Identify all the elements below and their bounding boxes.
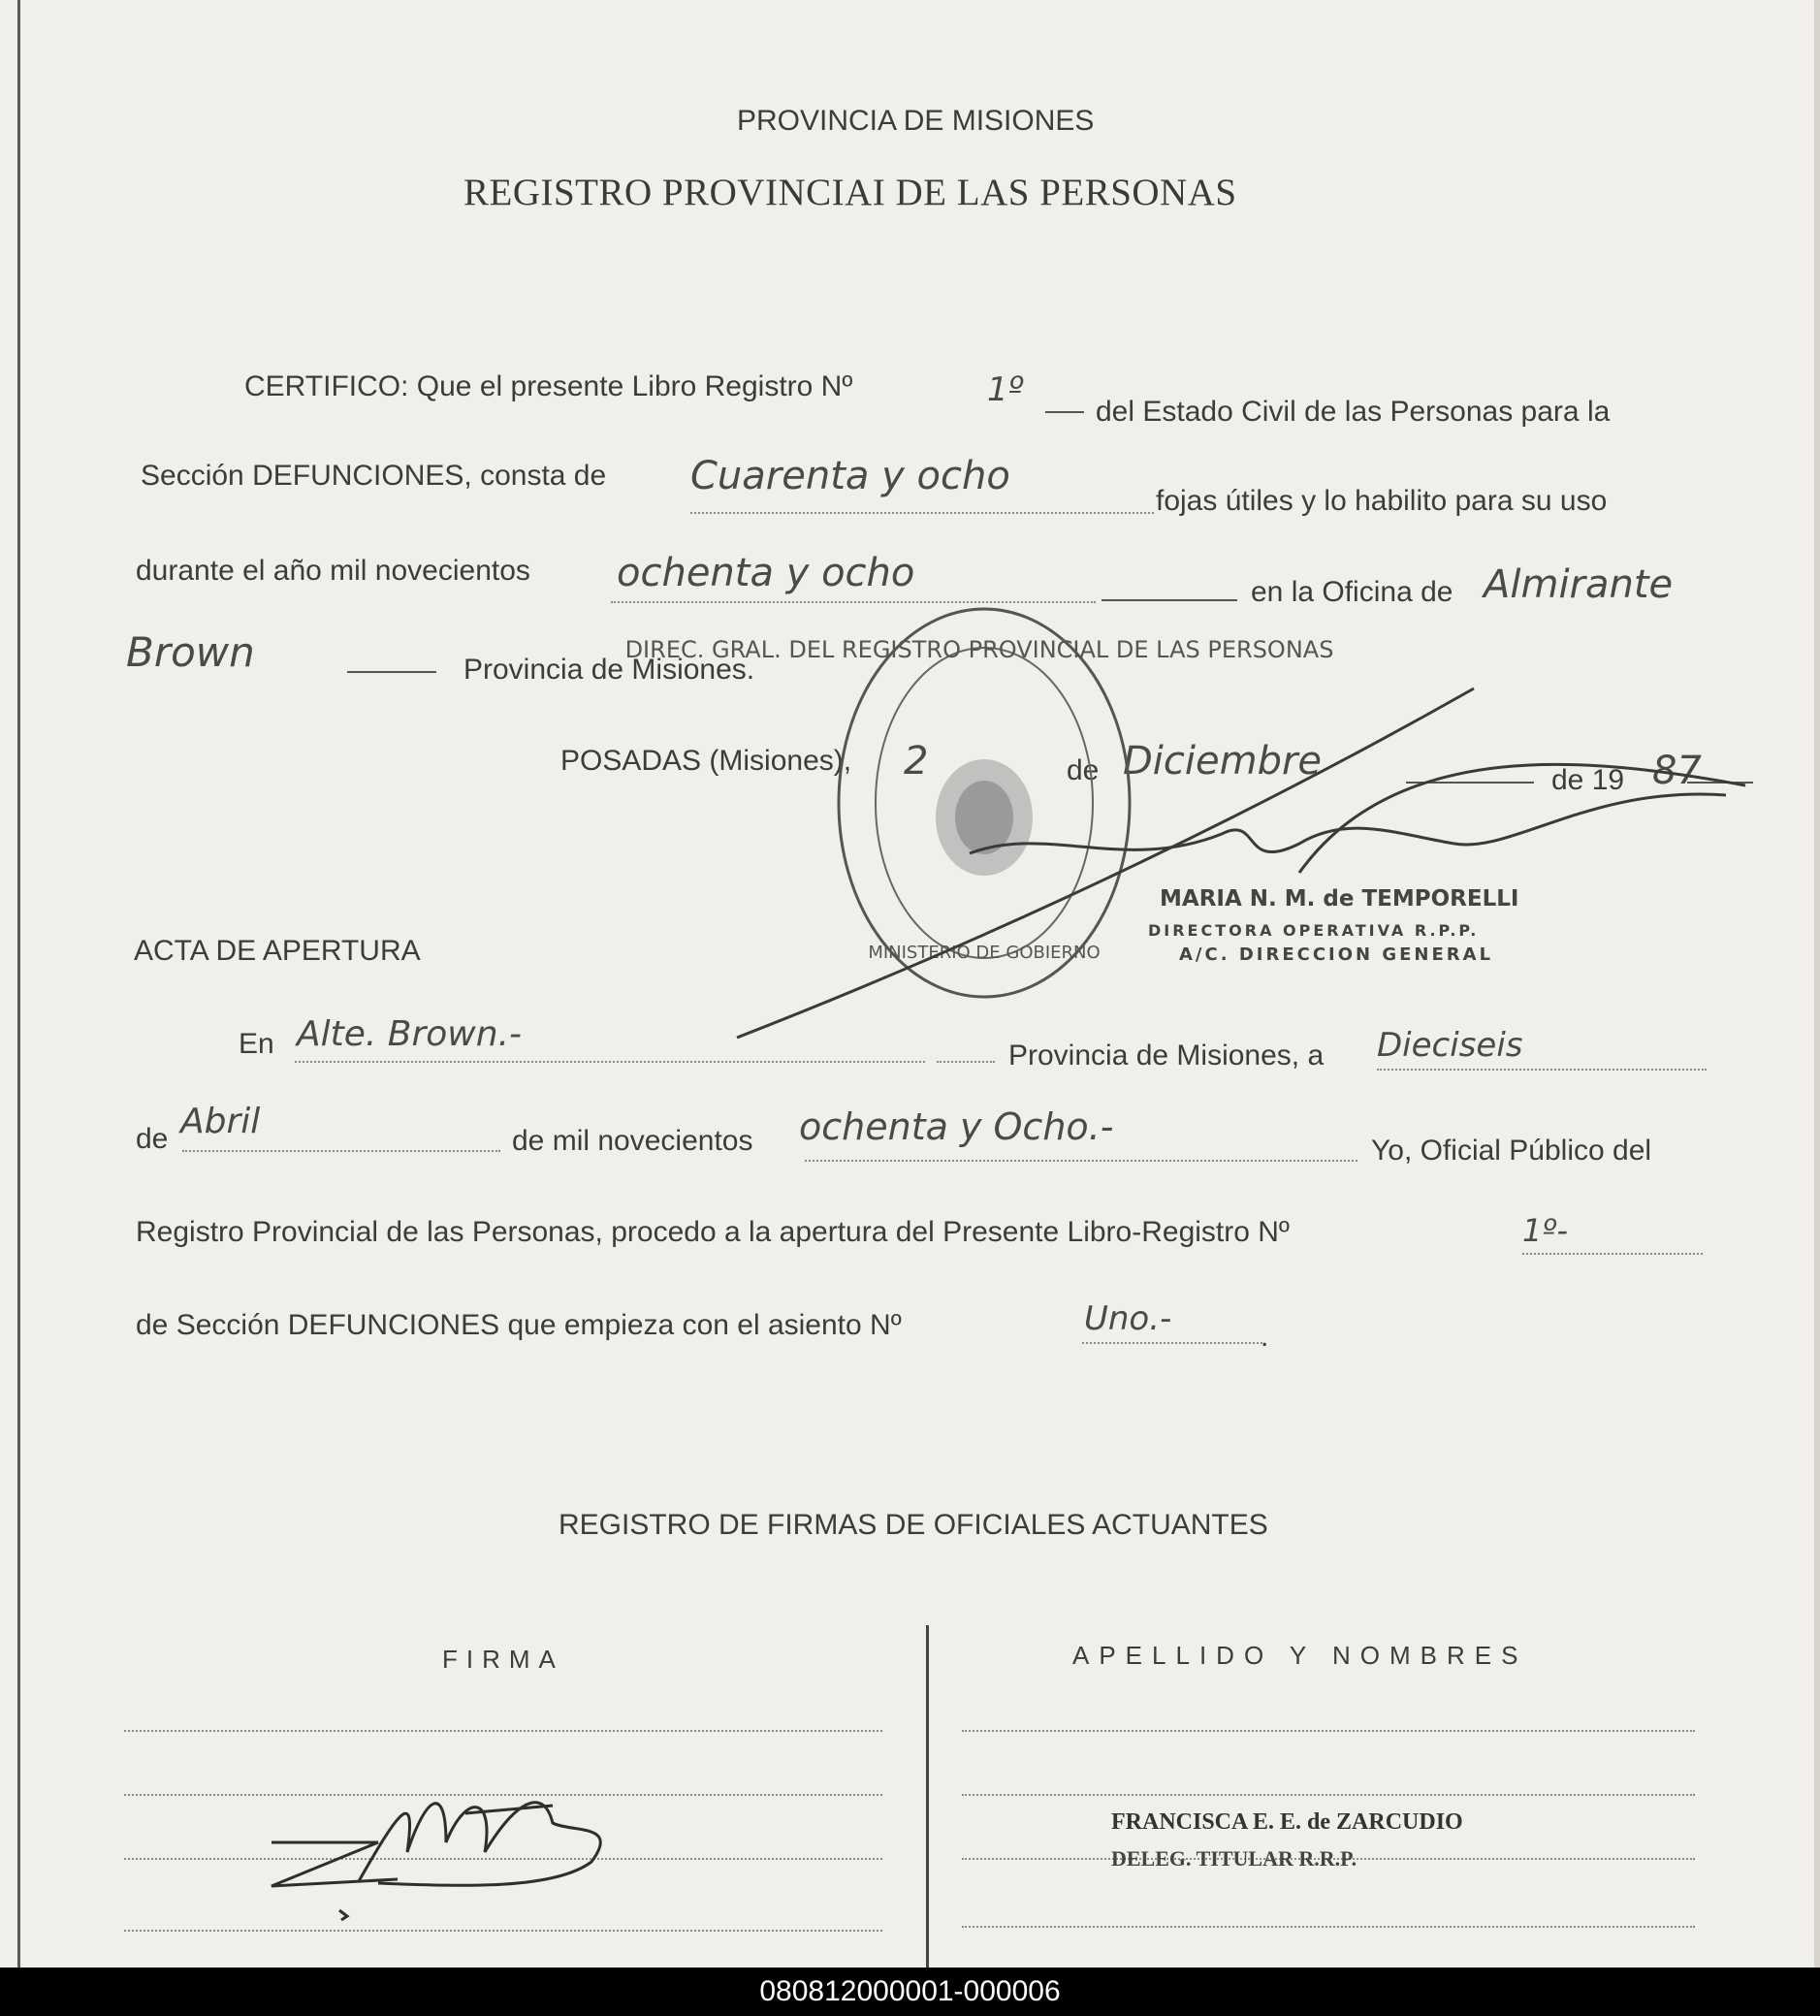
province-heading: PROVINCIA DE MISIONES — [737, 105, 1095, 137]
apellido-row-line — [962, 1794, 1695, 1796]
dotted-line — [1377, 1069, 1707, 1071]
cert-fojas: Cuarenta y ocho — [690, 454, 1010, 498]
officer-title-stamp: DELEG. TITULAR R.R.P. — [1111, 1846, 1357, 1871]
posadas-label: POSADAS (Misiones), — [560, 745, 852, 777]
dotted-line — [182, 1150, 500, 1152]
firma-row-line — [124, 1930, 882, 1932]
officer-signature — [262, 1775, 630, 1920]
apellido-row-line — [962, 1730, 1695, 1732]
director-title: DIRECTORA OPERATIVA R.P.P. — [1148, 921, 1480, 940]
fecha-dia: 2 — [904, 739, 929, 784]
dotted-line — [805, 1160, 1357, 1162]
acta-en: En — [239, 1028, 274, 1060]
acta-asiento: Uno.- — [1084, 1299, 1172, 1338]
acta-yo: Yo, Oficial Público del — [1371, 1135, 1652, 1167]
cert-line1-a: CERTIFICO: Que el presente Libro Registro Nº — [244, 370, 853, 402]
document-id: 080812000001-000006 — [759, 1975, 1061, 2007]
director-signature — [718, 679, 1784, 1047]
fecha-anio: 87 — [1652, 749, 1702, 793]
fecha-de: de — [1067, 754, 1100, 786]
page-left-edge — [17, 0, 20, 1968]
cert-anio: ochenta y ocho — [617, 551, 915, 595]
dotted-line — [1522, 1253, 1703, 1255]
acta-seccion: de Sección DEFUNCIONES que empieza con el asiento Nº — [136, 1309, 902, 1341]
dotted-line — [295, 1061, 925, 1063]
apellido-row-line — [962, 1926, 1695, 1928]
cert-line2-a: Sección DEFUNCIONES, consta de — [141, 460, 607, 492]
cert-oficina-2: Brown — [126, 628, 255, 676]
director-title-2: A/C. DIRECCION GENERAL — [1179, 944, 1494, 965]
acta-title: ACTA DE APERTURA — [134, 935, 421, 967]
acta-registro: Registro Provincial de las Personas, procedo a la apertura del Presente Libro-Registro Nº — [136, 1216, 1290, 1248]
registry-heading: REGISTRO PROVINCIAI DE LAS PERSONAS — [463, 172, 1237, 213]
document-id-bar — [0, 1968, 1820, 2016]
underline — [347, 671, 436, 673]
fecha-mes: Diciembre — [1123, 739, 1323, 784]
cert-libro-num: 1º — [987, 370, 1024, 409]
seal-ministry: MINISTERIO DE GOBIERNO — [868, 943, 1101, 963]
officer-name-stamp: FRANCISCA E. E. de ZARCUDIO — [1111, 1809, 1463, 1835]
cert-line3-b: en la Oficina de — [1251, 576, 1453, 608]
seal-text: DIREC. GRAL. DEL REGISTRO PROVINCIAL DE LAS PERSONAS — [624, 636, 1334, 663]
acta-libro-num: 1º- — [1522, 1212, 1568, 1249]
firma-row-line — [124, 1730, 882, 1732]
page-right-edge — [1814, 0, 1820, 1968]
cert-line3-a: durante el año mil novecientos — [136, 555, 530, 587]
fecha-de-anio: de 19 — [1551, 764, 1625, 796]
dotted-line — [690, 512, 1154, 514]
cert-oficina-1: Almirante — [1484, 562, 1674, 607]
director-name: MARIA N. M. de TEMPORELLI — [1160, 886, 1519, 912]
cert-line4: Provincia de Misiones. — [463, 654, 755, 686]
cert-line1-b: del Estado Civil de las Personas para la — [1096, 396, 1611, 428]
acta-punto: . — [1261, 1321, 1269, 1353]
acta-mil: de mil novecientos — [512, 1125, 753, 1157]
acta-provincia: Provincia de Misiones, a — [1008, 1040, 1325, 1072]
dotted-line — [1082, 1342, 1262, 1344]
acta-mes: Abril — [180, 1102, 261, 1141]
dotted-line — [937, 1061, 995, 1063]
column-header-firma: FIRMA — [442, 1645, 564, 1674]
acta-dia: Dieciseis — [1377, 1026, 1523, 1065]
acta-de: de — [136, 1123, 169, 1155]
firmas-title: REGISTRO DE FIRMAS DE OFICIALES ACTUANTES — [559, 1509, 1268, 1541]
acta-lugar: Alte. Brown.- — [297, 1014, 522, 1054]
cert-line2-b: fojas útiles y lo habilito para su uso — [1156, 485, 1608, 517]
column-divider — [926, 1625, 929, 1968]
column-header-apellido: APELLIDO Y NOMBRES — [1072, 1641, 1528, 1670]
acta-anio: ochenta y Ocho.- — [799, 1105, 1114, 1148]
underline — [1045, 411, 1084, 413]
